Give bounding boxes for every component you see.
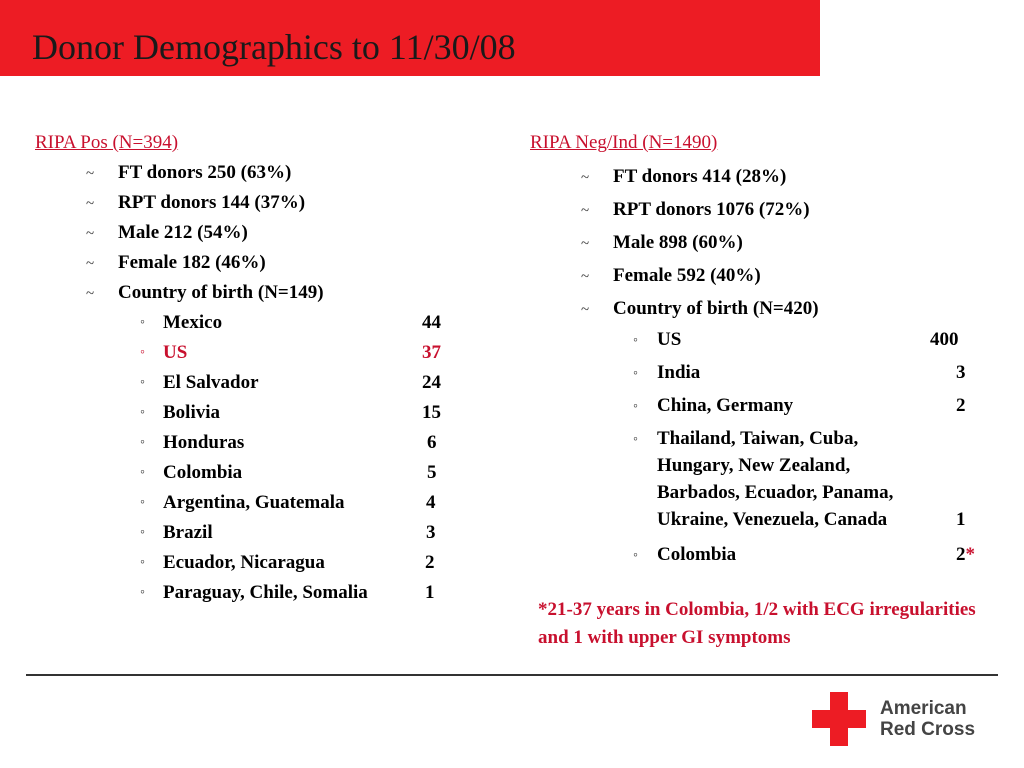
right-country-name-multiline-4: Ukraine, Venezuela, Canada (657, 509, 888, 530)
left-country-name: El Salvador (163, 372, 259, 393)
bullet-marker-icon: ~ (581, 170, 590, 186)
right-bullet-male: Male 898 (60%) (613, 232, 743, 253)
sub-bullet-icon: ◦ (140, 315, 145, 330)
left-country-count: 4 (426, 492, 436, 513)
right-country-count: 3 (956, 362, 966, 383)
sub-bullet-icon: ◦ (140, 345, 145, 360)
left-column-heading: RIPA Pos (N=394) (35, 132, 179, 153)
right-country-name-multiline-1: Thailand, Taiwan, Cuba, (657, 428, 859, 449)
bullet-marker-icon: ~ (86, 196, 95, 212)
sub-bullet-icon: ◦ (140, 435, 145, 450)
footer-divider (26, 674, 998, 676)
right-country-count: 1 (956, 509, 966, 530)
sub-bullet-icon: ◦ (140, 525, 145, 540)
left-country-count: 24 (422, 372, 441, 393)
right-country-name: India (657, 362, 701, 383)
right-country-count (956, 544, 975, 566)
right-country-count: 2 (956, 395, 966, 416)
bullet-marker-icon: ~ (86, 226, 95, 242)
red-cross-wordmark (880, 698, 975, 740)
left-country-count: 6 (427, 432, 437, 453)
left-country-name: Argentina, Guatemala (163, 492, 345, 513)
left-country-name-highlight: US (163, 342, 188, 363)
left-country-name: Bolivia (163, 402, 221, 423)
right-country-name: US (657, 329, 682, 350)
slide-title: Donor Demographics to 11/30/08 (32, 27, 516, 67)
sub-bullet-icon: ◦ (633, 366, 638, 381)
bullet-marker-icon: ~ (86, 166, 95, 182)
left-country-count: 1 (425, 582, 435, 603)
bullet-marker-icon: ~ (581, 203, 590, 219)
right-country-name-multiline-3: Barbados, Ecuador, Panama, (657, 482, 894, 503)
left-country-count: 3 (426, 522, 436, 543)
sub-bullet-icon: ◦ (633, 432, 638, 447)
left-country-count: 5 (427, 462, 437, 483)
sub-bullet-icon: ◦ (140, 585, 145, 600)
left-country-count: 2 (425, 552, 435, 573)
left-country-count: 15 (422, 402, 441, 423)
bullet-marker-icon: ~ (581, 302, 590, 318)
bullet-marker-icon: ~ (86, 256, 95, 272)
sub-bullet-icon: ◦ (633, 548, 638, 563)
sub-bullet-icon: ◦ (633, 399, 638, 414)
bullet-marker-icon: ~ (581, 236, 590, 252)
right-bullet-female: Female 592 (40%) (613, 265, 761, 286)
right-country-name: China, Germany (657, 395, 794, 416)
wordmark-line-1: American (880, 698, 967, 719)
right-country-name: Colombia (657, 544, 737, 565)
sub-bullet-icon: ◦ (140, 375, 145, 390)
footnote-marker: * (965, 544, 975, 565)
right-country-count-value: 2 (956, 544, 966, 565)
right-bullet-ft-donors: FT donors 414 (28%) (613, 166, 787, 187)
left-bullet-country-of-birth: Country of birth (N=149) (118, 282, 324, 303)
bullet-marker-icon: ~ (581, 269, 590, 285)
right-bullet-country-of-birth: Country of birth (N=420) (613, 298, 819, 319)
left-bullet-male: Male 212 (54%) (118, 222, 248, 243)
right-country-name-multiline-2: Hungary, New Zealand, (657, 455, 851, 476)
left-country-name: Mexico (163, 312, 223, 333)
right-column-heading: RIPA Neg/Ind (N=1490) (530, 132, 718, 153)
sub-bullet-icon: ◦ (140, 495, 145, 510)
sub-bullet-icon: ◦ (633, 333, 638, 348)
footnote: *21-37 years in Colombia, 1/2 with ECG irregularities and 1 with upper GI symptoms (538, 599, 976, 648)
right-country-count: 400 (930, 329, 959, 350)
bullet-marker-icon: ~ (86, 286, 95, 302)
left-country-name: Paraguay, Chile, Somalia (163, 582, 368, 603)
left-country-name: Ecuador, Nicaragua (163, 552, 325, 573)
left-country-count: 44 (422, 312, 441, 333)
wordmark-line-2: Red Cross (880, 719, 976, 740)
left-country-name: Honduras (163, 432, 245, 453)
sub-bullet-icon: ◦ (140, 465, 145, 480)
sub-bullet-icon: ◦ (140, 405, 145, 420)
right-bullet-rpt-donors: RPT donors 1076 (72%) (613, 199, 810, 220)
left-bullet-rpt-donors: RPT donors 144 (37%) (118, 192, 306, 213)
left-bullet-female: Female 182 (46%) (118, 252, 266, 273)
left-country-name: Colombia (163, 462, 243, 483)
red-cross-logo-icon (812, 692, 866, 746)
sub-bullet-icon: ◦ (140, 555, 145, 570)
left-bullet-ft-donors: FT donors 250 (63%) (118, 162, 292, 183)
left-country-count-highlight: 37 (422, 342, 441, 363)
left-country-name: Brazil (163, 522, 213, 543)
